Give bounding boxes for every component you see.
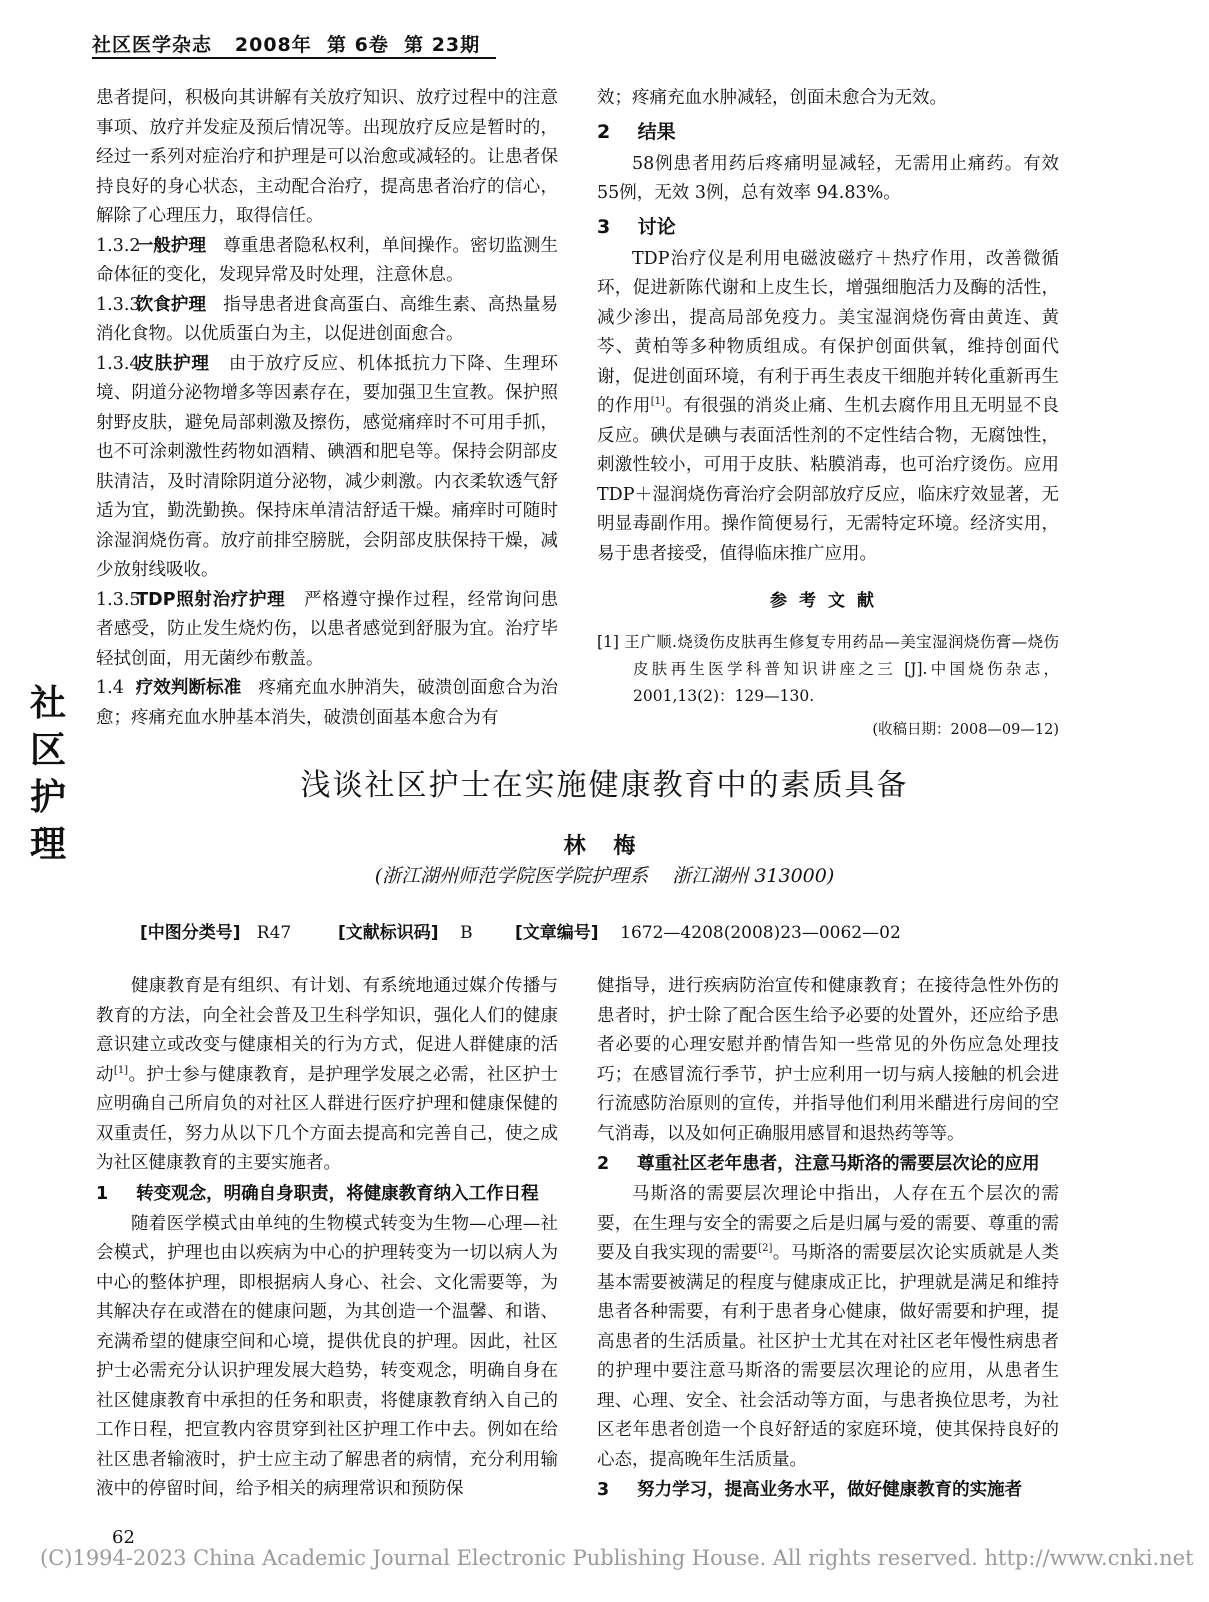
section-title: 饮食护理 [135,294,207,315]
reference-item: [1] 王广顺.烧烫伤皮肤再生修复专用药品—美宝湿润烧伤膏—烧伤皮肤再生医学科普知识讲座之三 [J].中国烧伤杂志，2001,13(2)：129—130. [597,632,1059,705]
text-run: 。护士参与健康教育，是护理学发展之必需，社区护士应明确自己所肩负的对社区人群进行医疗护理和健康保健的双重责任，努力从以下几个方面去提高和完善自己，使之成为社区健康教育的主要实施者。 [96,1064,559,1173]
paragraph: 58例患者用药后疼痛明显减轻，无需用止痛药。有效55例，无效 3例，总有效率 94.83%。 [597,153,1059,203]
paragraph: 效；疼痛充血水肿减轻，创面未愈合为无效。 [597,88,947,108]
section-number: 1.4 [96,678,124,698]
section-heading-2 [597,1149,1059,1180]
text-run: TDP治疗仪是利用电磁波磁疗＋热疗作用，改善微循环，促进新陈代谢和上皮生长，增强细胞活力及酶的活性，减少渗出，提高局部免疫力。美宝湿润烧伤膏由黄连、黄芩、黄柏等多种物质组成。有保护创面供氧，维持创面代谢，促进创面环境，有利于再生表皮干细胞并转化重新再生的作用 [597,248,1059,416]
subsection-1-3-5 [96,586,558,675]
classification-number [140,918,291,943]
section-title: 结果 [637,120,676,143]
article-author: 林 梅 [563,834,646,859]
running-header [92,30,480,57]
subsection-1-3-3 [96,291,558,350]
paragraph: 健指导，进行疾病防治宣传和健康教育；在接待急性外伤的患者时，护士除了配合医生给予必要的处置外，还应给予患者必要的心理安慰并酌情告知一些常见的外伤应急处理技巧；在感冒流行季节，护士应利用一切与病人接触的机会进行流感防治原则的宣传，并指导他们利用米醋进行房间的空气消毒，以及如何正确服用感冒和退热药等等。 [597,976,1059,1144]
section-number: 1.3.3 [96,294,141,315]
paragraph [96,972,558,1179]
article-number [515,918,901,943]
section-title: 疗效判断标准 [135,678,242,698]
section-number: 1 [96,1183,109,1204]
section-heading-3 [597,1475,1059,1506]
section-number: 3 [597,215,611,238]
meta-label: [中图分类号] [140,923,241,943]
article-left-column [96,972,558,1505]
section-title: TDP照射治疗护理 [136,589,286,610]
paragraph: 严格遵守操作过程，经常询问患者感受，防止发生烧灼伤，以患者感觉到舒服为宜。治疗毕轻拭创面，用无菌纱布敷盖。 [96,589,558,669]
sidebar-char: 护 [29,777,66,818]
paragraph: 指导患者进食高蛋白、高维生素、高热量易消化食物。以优质蛋白为主，以促进创面愈合。 [96,294,558,344]
journal-volume: 第 6卷 [327,34,389,56]
section-number: 1.3.5 [96,589,141,610]
article-right-column [597,972,1059,1506]
citation: [2] [758,1243,773,1255]
page-number: 62 [112,1527,135,1548]
section-heading-discussion [597,209,1059,245]
prev-article-left-column [96,84,558,733]
section-heading-1 [96,1179,558,1210]
section-title: 一般护理 [135,235,207,256]
paragraph: 由于放疗反应、机体抵抗力下降、生理环境、阴道分泌物增多等因素存在，要加强卫生宣教。保护照射野皮肤，避免局部刺激及擦伤，感觉痛痒时不可用手抓，也不可涂刺激性药物如酒精、碘酒和肥皂等。保持会阴部皮肤清洁，及时清除阴道分泌物，减少刺激。内衣柔软透气舒适为宜，勤洗勤换。保持床单清洁舒适干燥。痛痒时可随时涂湿润烧伤膏。放疗前排空膀胱，会阴部皮肤保持干燥，减少放射线吸收。 [96,353,559,580]
section-heading-results [597,114,1059,150]
meta-label: [文章编号] [515,923,599,943]
section-number: 1.3.4 [96,353,141,374]
meta-value: 1672—4208(2008)23—0062—02 [620,923,901,943]
text-run: 马斯洛的需要层次理论中指出，人存在五个层次的需要，在生理与安全的需要之后是归属与爱的需要、尊重的需要及自我实现的需要 [597,1184,1059,1263]
paragraph [597,245,1059,570]
paragraph [597,1180,1059,1475]
section-number: 2 [597,120,611,143]
section-title: 尊重社区老年患者，注意马斯洛的需要层次论的应用 [637,1154,1040,1174]
paragraph: 患者提问，积极向其讲解有关放疗知识、放疗过程中的注意事项、放疗并发症及预后情况等。出现放疗反应是暂时的，经过一系列对症治疗和护理是可以治愈或减轻的。让患者保持良好的身心状态，主动配合治疗，提高患者治疗的信心，解除了心理压力，取得信任。 [96,88,558,226]
subsection-1-4 [96,674,558,733]
text-run: 健康教育是有组织、有计划、有系统地通过媒介传播与教育的方法，向全社会普及卫生科学知识，强化人们的健康意识建立或改变与健康相关的行为方式，促进人群健康的活动 [96,976,558,1085]
prev-article-right-column [597,84,1059,745]
citation: [1] [113,1064,129,1076]
citation: [1] [650,396,665,408]
section-number: 1.3.2 [96,235,141,256]
copyright-watermark: (C)1994-2023 China Academic Journal Electronic Publishing House. All rights reserved. http://www.cnki.net [40,1546,1194,1570]
subsection-1-3-4 [96,350,558,586]
section-number: 3 [597,1480,610,1500]
section-number: 2 [597,1154,610,1174]
section-title: 努力学习，提高业务水平，做好健康教育的实施者 [637,1480,1023,1500]
journal-issue: 第 23期 [404,34,481,56]
section-title: 皮肤护理 [136,353,210,374]
paragraph: 随着医学模式由单纯的生物模式转变为生物—心理—社会模式，护理也由以疾病为中心的护理转变为一切以病人为中心的整体护理，即根据病人身心、社会、文化需要等，为其解决存在或潜在的健康问题，为其创造一个温馨、和谐、充满希望的健康空间和心境，提供优良的护理。因此，社区护士必需充分认识护理发展大趋势，转变观念，明确自身在社区健康教育中承担的任务和职责，将健康教育纳入自己的工作日程，把宣教内容贯穿到社区护理工作中去。例如在给社区患者输液时，护士应主动了解患者的病情，充分利用输液中的停留时间，给予相关的病理常识和预防保 [96,1213,558,1499]
meta-value: R47 [256,923,292,943]
sidebar-char: 社 [29,683,66,724]
author-affiliation: (浙江湖州师范学院医学院护理系 浙江湖州 313000) [374,865,835,887]
journal-name: 社区医学杂志 [92,34,213,56]
document-code [338,918,473,943]
journal-year: 2008年 [234,34,312,56]
section-title: 讨论 [637,215,676,238]
paragraph: 疼痛充血水肿消失，破溃创面愈合为治愈；疼痛充血水肿基本消失，破溃创面基本愈合为有 [96,678,558,728]
references-heading: 参考文献 [770,591,886,611]
text-run: 。马斯洛的需要层次论实质就是人类基本需要被满足的程度与健康成正比，护理就是满足和维持患者各种需要，有利于患者身心健康，做好需要和护理，提高患者的生活质量。社区护士尤其在对社区老年慢性病患者的护理中要注意马斯洛的需要层次理论的应用，从患者生理、心理、安全、社会活动等方面，与患者换位思考，为社区老年患者创造一个良好舒适的家庭环境，使其保持良好的心态，提高晚年生活质量。 [597,1243,1059,1470]
subsection-1-3-2 [96,232,558,291]
paragraph: 尊重患者隐私权利，单间操作。密切监测生命体征的变化，发现异常及时处理，注意休息。 [96,235,558,285]
section-title: 转变观念，明确自身职责，将健康教育纳入工作日程 [136,1183,539,1204]
received-date: (收稿日期：2008—09—12) [872,721,1059,738]
sidebar-char: 理 [29,824,66,865]
sidebar-char: 区 [29,730,66,771]
article-title: 浅谈社区护士在实施健康教育中的素质具备 [300,768,909,803]
meta-value: B [460,923,473,943]
text-run: 。有很强的消炎止痛、生机去腐作用且无明显不良反应。碘伏是碘与表面活性剂的不定性结合物，无腐蚀性，刺激性较小，可用于皮肤、粘膜消毒，也可治疗烫伤。应用 TDP＋湿润烧伤膏治疗会阴部放疗反应，临床疗效显著，无明显毒副作用。操作简便易行，无需特定环境。经济实用，易于患者接受，值得临床推广应用。 [597,396,1060,564]
header-rule [92,57,496,59]
meta-label: [文献标识码] [338,923,439,943]
